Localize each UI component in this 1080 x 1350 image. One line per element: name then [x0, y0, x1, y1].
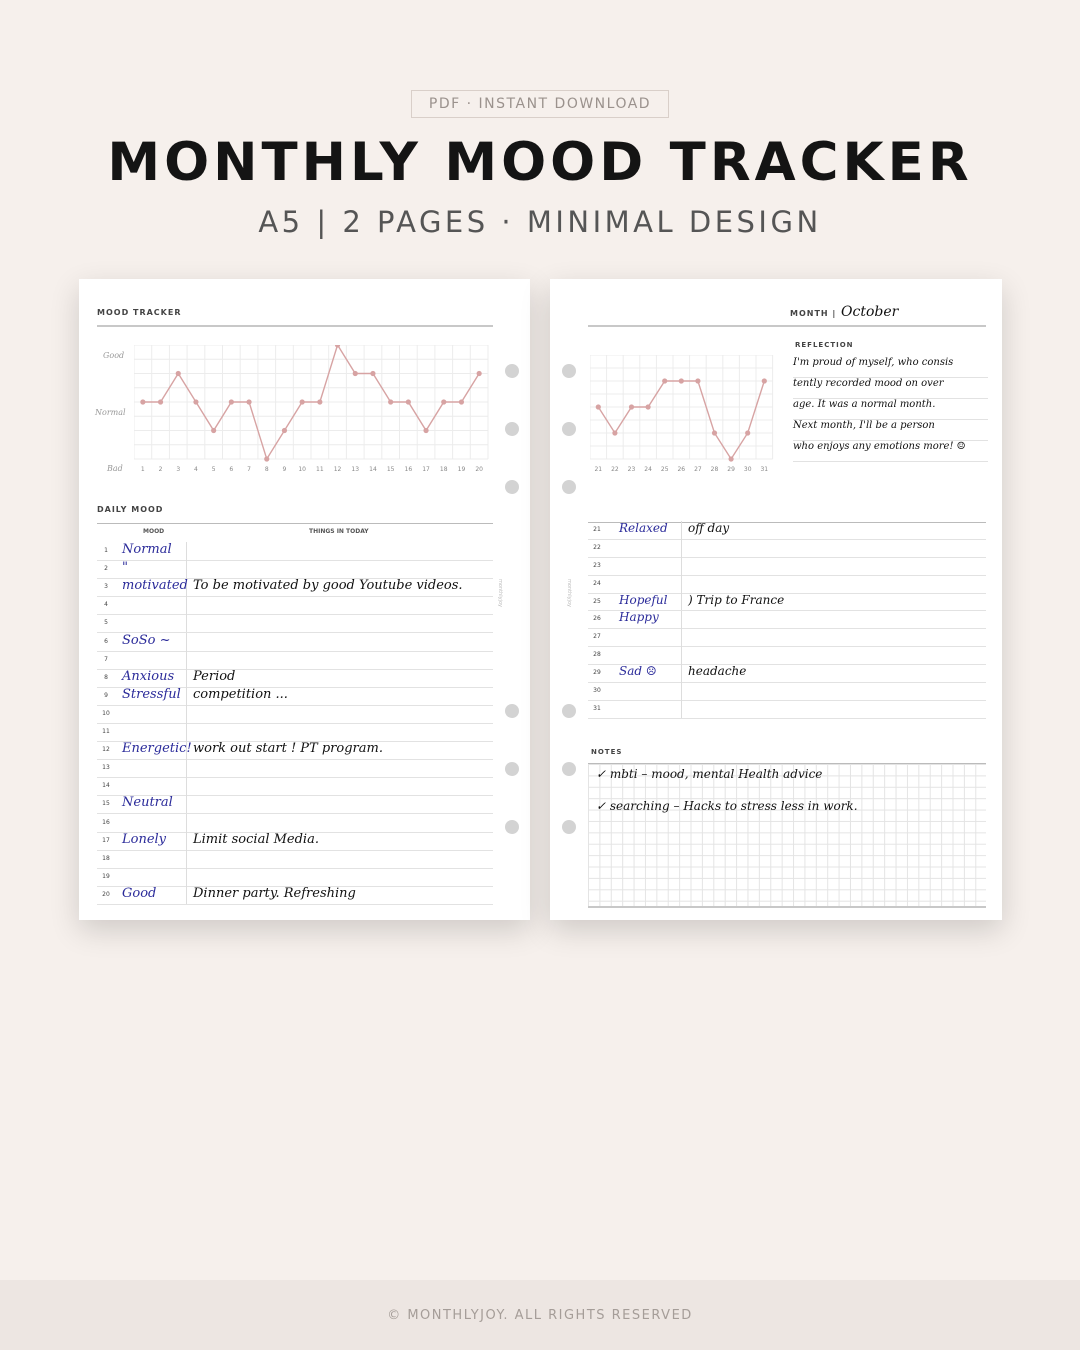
column-divider	[681, 664, 682, 682]
column-divider	[186, 777, 187, 795]
row-day-number: 22	[593, 543, 601, 551]
x-tick-label: 13	[351, 466, 360, 473]
heading-rule	[588, 325, 986, 327]
mood-point-day-24	[646, 404, 651, 409]
mood-point-day-2	[158, 399, 163, 404]
binder-hole	[562, 820, 576, 834]
reflection-line: I'm proud of myself, who consis	[793, 357, 988, 378]
reflection-line: who enjoys any emotions more! ☺	[793, 441, 988, 462]
table-row	[97, 542, 493, 561]
table-row	[97, 705, 493, 724]
table-top-rule	[97, 523, 493, 524]
mood-point-day-25	[662, 378, 667, 383]
table-row	[97, 614, 493, 633]
column-divider	[681, 593, 682, 611]
side-watermark: monthlyjoy	[566, 579, 572, 607]
table-row	[588, 700, 986, 719]
things-cell: Limit social Media.	[193, 831, 319, 847]
mood-point-day-15	[388, 399, 393, 404]
table-row	[97, 795, 493, 814]
row-day-number: 15	[102, 800, 110, 808]
table-row	[588, 682, 986, 701]
table-row	[588, 593, 986, 612]
format-badge: PDF · INSTANT DOWNLOAD	[411, 90, 669, 118]
column-divider	[186, 651, 187, 669]
mood-point-day-11	[317, 399, 322, 404]
heading-rule	[97, 325, 493, 327]
table-row	[97, 777, 493, 796]
mood-point-day-14	[370, 371, 375, 376]
row-day-number: 3	[104, 583, 108, 591]
x-tick-label: 27	[694, 466, 702, 473]
row-day-number: 27	[593, 633, 601, 641]
month-label: MONTH |	[790, 309, 837, 318]
column-divider	[681, 539, 682, 557]
x-tick-label: 1	[140, 466, 145, 473]
x-tick-label: 3	[176, 466, 181, 473]
row-day-number: 21	[593, 525, 601, 533]
column-divider	[186, 614, 187, 632]
table-row	[97, 868, 493, 887]
right-planner-page	[550, 279, 1002, 920]
mood-point-day-29	[729, 456, 734, 461]
column-divider	[186, 850, 187, 868]
x-tick-label: 7	[247, 466, 251, 473]
row-day-number: 14	[102, 782, 110, 790]
column-divider	[681, 521, 682, 539]
column-divider	[186, 560, 187, 578]
mood-point-day-18	[441, 399, 446, 404]
mood-cell: Happy	[619, 610, 659, 625]
table-row	[588, 521, 986, 540]
mood-point-day-28	[712, 430, 717, 435]
column-divider	[186, 596, 187, 614]
row-day-number: 26	[593, 615, 601, 623]
row-day-number: 6	[104, 637, 108, 645]
notes-heading: NOTES	[591, 748, 623, 756]
mood-point-day-13	[353, 371, 358, 376]
notes-grid	[588, 763, 986, 908]
mood-point-day-5	[211, 428, 216, 433]
binder-hole	[505, 762, 519, 776]
x-tick-label: 25	[660, 466, 669, 473]
column-divider	[681, 682, 682, 700]
table-row	[97, 633, 493, 652]
row-day-number: 19	[102, 872, 110, 880]
mood-cell: Normal	[122, 542, 172, 558]
x-tick-label: 23	[627, 466, 636, 473]
table-row	[588, 646, 986, 665]
column-divider	[681, 628, 682, 646]
column-divider	[186, 868, 187, 886]
x-tick-label: 24	[644, 466, 652, 473]
column-divider	[186, 886, 187, 904]
chart-grid	[590, 355, 773, 459]
x-tick-label: 15	[386, 466, 395, 473]
binder-hole	[562, 704, 576, 718]
column-divider	[681, 646, 682, 664]
left-planner-page	[79, 279, 530, 920]
row-day-number: 18	[102, 854, 110, 862]
note-item: ✓ mbti – mood, mental Health advice	[596, 767, 823, 781]
binder-hole	[505, 364, 519, 378]
row-day-number: 2	[104, 565, 108, 573]
x-tick-label: 21	[594, 466, 603, 473]
mood-point-day-20	[477, 371, 482, 376]
row-day-number: 30	[593, 687, 601, 695]
note-item: ✓ searching – Hacks to stress less in work.	[596, 799, 858, 813]
row-day-number: 17	[102, 836, 110, 844]
copyright-footer: © MONTHLYJOY. ALL RIGHTS RESERVED	[0, 1280, 1080, 1350]
x-tick-label: 9	[282, 466, 287, 473]
mood-point-day-30	[745, 430, 750, 435]
mood-point-day-21	[596, 404, 601, 409]
mood-point-day-8	[264, 456, 269, 461]
row-day-number: 10	[102, 709, 110, 717]
table-row	[588, 575, 986, 594]
row-day-number: 20	[102, 890, 110, 898]
x-tick-label: 8	[264, 466, 269, 473]
mood-cell: Sad ☹	[619, 664, 657, 679]
table-row	[97, 687, 493, 706]
column-divider	[186, 832, 187, 850]
x-tick-label: 6	[229, 466, 234, 473]
mood-chart-days-1-20	[134, 345, 494, 475]
table-row	[97, 741, 493, 760]
binder-hole	[505, 422, 519, 436]
row-day-number: 1	[104, 547, 108, 555]
page-subtitle: A5 | 2 PAGES · MINIMAL DESIGN	[258, 205, 822, 239]
column-divider	[186, 687, 187, 705]
mood-cell: Neutral	[122, 795, 173, 811]
x-tick-label: 26	[677, 466, 686, 473]
mood-cell: motivated	[122, 578, 188, 594]
x-tick-label: 31	[760, 466, 769, 473]
table-row	[97, 578, 493, 597]
x-tick-label: 17	[422, 466, 430, 473]
row-day-number: 31	[593, 704, 601, 712]
table-row	[97, 651, 493, 670]
reflection-line: tently recorded mood on over	[793, 378, 988, 399]
mood-cell: Energetic!	[122, 741, 192, 757]
mood-point-day-1	[140, 399, 145, 404]
row-day-number: 9	[104, 691, 108, 699]
things-cell: off day	[688, 520, 730, 535]
x-tick-label: 4	[194, 466, 198, 473]
mood-point-day-7	[246, 399, 251, 404]
column-divider	[681, 700, 682, 718]
x-tick-label: 30	[743, 466, 752, 473]
mood-point-day-9	[282, 428, 287, 433]
x-tick-label: 16	[404, 466, 413, 473]
table-row	[97, 723, 493, 742]
mood-tracker-heading: MOOD TRACKER	[97, 308, 182, 317]
things-cell: headache	[688, 664, 747, 679]
column-divider	[681, 557, 682, 575]
column-divider	[186, 759, 187, 777]
table-row	[97, 886, 493, 905]
binder-hole	[505, 820, 519, 834]
binder-hole	[562, 762, 576, 776]
mood-point-day-23	[629, 404, 634, 409]
row-day-number: 23	[593, 561, 601, 569]
mood-column-header: MOOD	[143, 528, 165, 535]
table-row	[97, 814, 493, 833]
column-divider	[681, 611, 682, 629]
mood-point-day-3	[176, 371, 181, 376]
binder-hole	[562, 422, 576, 436]
table-row	[97, 560, 493, 579]
row-day-number: 12	[102, 746, 110, 754]
mood-point-day-22	[612, 430, 617, 435]
row-day-number: 4	[104, 601, 108, 609]
x-tick-label: 10	[298, 466, 306, 473]
mood-chart-days-21-31	[590, 355, 786, 475]
column-divider	[186, 542, 187, 560]
binder-hole	[505, 704, 519, 718]
things-cell: ) Trip to France	[688, 592, 785, 607]
mood-point-day-17	[423, 428, 428, 433]
mood-cell: SoSo ~	[122, 632, 171, 648]
y-label-good: Good	[103, 351, 125, 360]
row-day-number: 13	[102, 764, 110, 772]
mood-point-day-10	[300, 399, 305, 404]
row-day-number: 11	[102, 728, 110, 736]
mood-point-day-16	[406, 399, 411, 404]
table-row	[97, 832, 493, 851]
things-cell: To be motivated by good Youtube videos.	[193, 578, 463, 594]
daily-mood-heading: DAILY MOOD	[97, 505, 164, 514]
reflection-line: Next month, I'll be a person	[793, 420, 988, 441]
row-day-number: 28	[593, 651, 601, 659]
row-day-number: 5	[104, 619, 108, 627]
reflection-heading: REFLECTION	[795, 341, 854, 349]
things-cell: Dinner party. Refreshing	[193, 885, 356, 901]
y-label-bad: Bad	[107, 464, 123, 473]
y-label-normal: Normal	[95, 408, 126, 417]
mood-point-day-19	[459, 399, 464, 404]
table-row	[97, 850, 493, 869]
table-row	[97, 759, 493, 778]
table-row	[588, 664, 986, 683]
mood-point-day-6	[229, 399, 234, 404]
mood-point-day-27	[695, 378, 700, 383]
mood-cell: Relaxed	[619, 520, 668, 535]
reflection-line: age. It was a normal month.	[793, 399, 988, 420]
side-watermark: monthlyjoy	[497, 579, 503, 607]
table-row	[588, 628, 986, 647]
x-tick-label: 20	[475, 466, 483, 473]
things-cell: Period	[193, 668, 236, 684]
x-tick-label: 12	[333, 466, 342, 473]
x-tick-label: 14	[369, 466, 377, 473]
things-cell: work out start ! PT program.	[193, 741, 383, 757]
column-divider	[186, 633, 187, 651]
row-day-number: 24	[593, 579, 601, 587]
binder-hole	[505, 480, 519, 494]
binder-hole	[562, 480, 576, 494]
column-divider	[186, 814, 187, 832]
row-day-number: 7	[104, 655, 108, 663]
x-tick-label: 5	[211, 466, 216, 473]
mood-cell: Lonely	[122, 831, 167, 847]
mood-cell: Hopeful	[619, 592, 668, 607]
column-divider	[681, 575, 682, 593]
x-tick-label: 18	[439, 466, 448, 473]
column-divider	[186, 669, 187, 687]
row-day-number: 29	[593, 669, 601, 677]
binder-hole	[562, 364, 576, 378]
mood-cell: Stressful	[122, 686, 181, 702]
mood-cell: "	[122, 560, 128, 576]
things-column-header: THINGS IN TODAY	[309, 528, 369, 535]
table-row	[97, 596, 493, 615]
mood-cell: Good	[122, 885, 157, 901]
x-tick-label: 29	[727, 466, 735, 473]
month-value: October	[841, 304, 899, 320]
mood-cell: Anxious	[122, 668, 175, 684]
row-day-number: 8	[104, 673, 108, 681]
column-divider	[186, 705, 187, 723]
x-tick-label: 11	[316, 466, 324, 473]
x-tick-label: 28	[710, 466, 719, 473]
x-tick-label: 19	[457, 466, 466, 473]
page-title: MONTHLY MOOD TRACKER	[107, 132, 973, 193]
mood-point-day-4	[193, 399, 198, 404]
reflection-box	[793, 357, 988, 462]
mood-point-day-26	[679, 378, 684, 383]
column-divider	[186, 795, 187, 813]
table-row	[588, 557, 986, 576]
things-cell: competition ...	[193, 686, 288, 702]
table-row	[588, 539, 986, 558]
table-row	[588, 611, 986, 630]
x-tick-label: 22	[611, 466, 619, 473]
row-day-number: 25	[593, 597, 601, 605]
table-row	[97, 669, 493, 688]
x-tick-label: 2	[158, 466, 163, 473]
mood-point-day-31	[762, 378, 767, 383]
column-divider	[186, 723, 187, 741]
row-day-number: 16	[102, 818, 110, 826]
